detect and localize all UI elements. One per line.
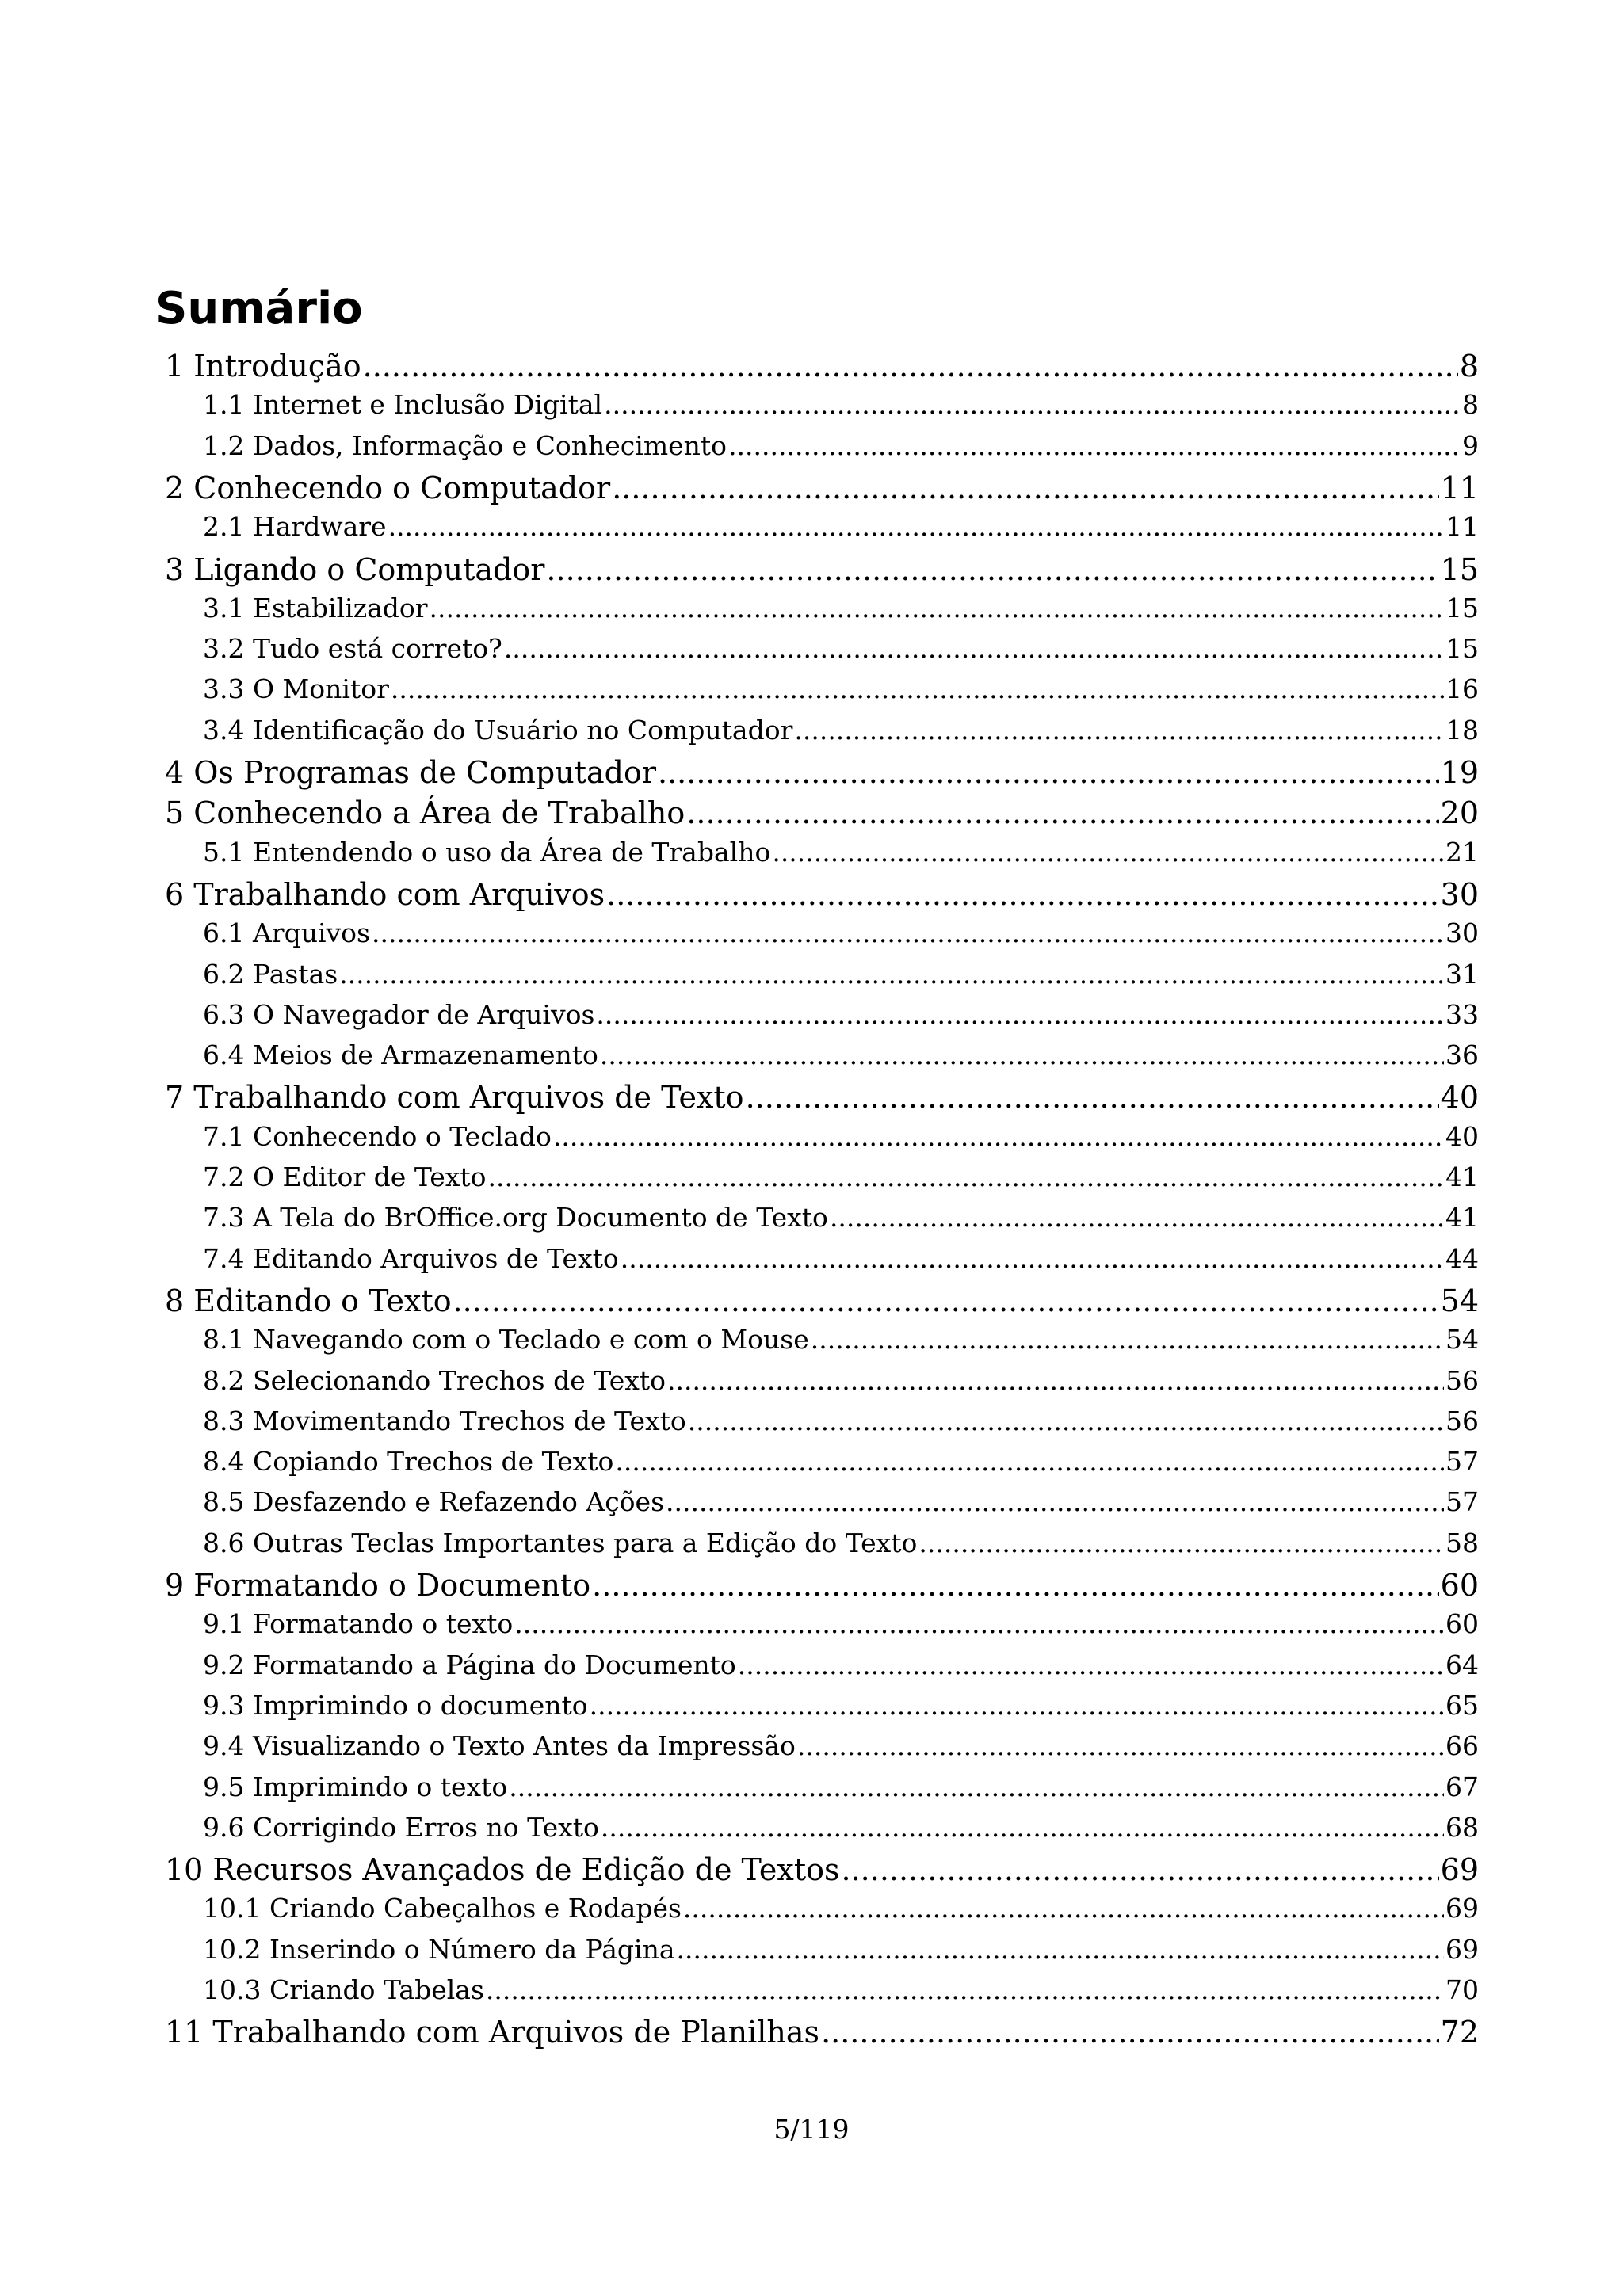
toc-entry[interactable] <box>165 877 1479 912</box>
toc-entry[interactable] <box>203 1650 1479 1680</box>
toc-entry-page: 56 <box>1445 1405 1479 1436</box>
toc-entry-label: 5 Conhecendo a Área de Trabalho <box>165 795 685 831</box>
toc-entry[interactable] <box>165 552 1479 587</box>
toc-entry[interactable] <box>203 999 1479 1030</box>
toc-entry-label: 8 Editando o Texto <box>165 1283 452 1318</box>
toc-entry-label: 2.1 Hardware <box>203 511 387 543</box>
toc-entry-page: 11 <box>1440 470 1479 505</box>
toc-entry-label: 4 Os Programas de Computador <box>165 755 656 790</box>
toc-entry-label: 9.3 Imprimindo o documento <box>203 1689 588 1721</box>
toc-entry-page: 69 <box>1445 1893 1479 1924</box>
toc-entry-page: 58 <box>1445 1527 1479 1558</box>
toc-dot-leader <box>615 1446 1444 1477</box>
toc-entry-page: 15 <box>1445 592 1479 624</box>
toc-entry[interactable] <box>165 1080 1479 1115</box>
toc-entry[interactable] <box>203 1690 1479 1721</box>
toc-entry-page: 36 <box>1445 1039 1479 1071</box>
toc-entry[interactable] <box>203 593 1479 624</box>
toc-dot-leader <box>658 755 1439 790</box>
toc-entry-label: 10.2 Inserindo o Número da Página <box>203 1933 675 1965</box>
toc-entry[interactable] <box>165 755 1479 790</box>
toc-entry-label: 8.5 Desfazendo e Refazendo Ações <box>203 1486 665 1518</box>
toc-entry-label: 6.1 Arquivos <box>203 917 370 949</box>
toc-dot-leader <box>590 1690 1444 1721</box>
toc-dot-leader <box>728 430 1461 461</box>
toc-entry-label: 8.3 Movimentando Trechos de Texto <box>203 1405 686 1436</box>
toc-dot-leader <box>546 552 1438 587</box>
toc-entry-page: 8 <box>1459 349 1479 383</box>
toc-entry-label: 7.2 O Editor de Texto <box>203 1161 487 1192</box>
toc-entry[interactable] <box>203 1324 1479 1355</box>
toc-entry-page: 16 <box>1445 673 1479 705</box>
toc-entry[interactable] <box>203 1365 1479 1396</box>
toc-dot-leader <box>830 1202 1444 1233</box>
toc-dot-leader <box>612 471 1438 505</box>
toc-entry-label: 5.1 Entendendo o uso da Área de Trabalho <box>203 836 771 868</box>
toc-entry[interactable] <box>203 389 1479 420</box>
toc-entry-label: 3.2 Tudo está correto? <box>203 633 502 665</box>
toc-entry-label: 3.3 O Monitor <box>203 673 389 705</box>
toc-entry-label: 9.1 Formatando o texto <box>203 1608 514 1640</box>
toc-entry[interactable] <box>203 1486 1479 1517</box>
toc-entry-page: 15 <box>1440 551 1479 587</box>
toc-entry-page: 30 <box>1445 917 1479 949</box>
toc-dot-leader <box>388 511 1444 542</box>
toc-entry[interactable] <box>203 1934 1479 1965</box>
toc-dot-leader <box>738 1650 1444 1680</box>
toc-entry-label: 6 Trabalhando com Arquivos <box>165 876 605 912</box>
toc-dot-leader <box>688 1405 1444 1436</box>
toc-entry[interactable] <box>203 917 1479 948</box>
toc-entry-label: 1 Introdução <box>165 349 361 383</box>
toc-entry-label: 8.1 Navegando com o Teclado e com o Mouse <box>203 1324 809 1356</box>
toc-entry-label: 10 Recursos Avançados de Edição de Textos <box>165 1852 840 1888</box>
toc-entry-label: 3 Ligando o Computador <box>165 551 545 587</box>
toc-entry-page: 65 <box>1445 1689 1479 1721</box>
toc-dot-leader <box>683 1893 1444 1924</box>
page-number: 5/119 <box>773 2114 850 2145</box>
toc-entry-label: 8.2 Selecionando Trechos de Texto <box>203 1364 666 1396</box>
toc-entry-label: 9.2 Formatando a Página do Documento <box>203 1649 736 1680</box>
toc-entry-page: 69 <box>1440 1852 1479 1888</box>
toc-entry-label: 9.5 Imprimindo o texto <box>203 1771 508 1802</box>
toc-entry-page: 41 <box>1445 1161 1479 1192</box>
toc-entry-label: 1.1 Internet e Inclusão Digital <box>203 389 603 421</box>
toc-entry[interactable] <box>203 1161 1479 1192</box>
toc-dot-leader <box>553 1121 1444 1152</box>
toc-dot-leader <box>453 1283 1439 1318</box>
toc-entry-label: 7 Trabalhando com Arquivos de Texto <box>165 1080 744 1116</box>
toc-entry-label: 7.1 Conhecendo o Teclado <box>203 1120 552 1152</box>
toc-entry[interactable] <box>203 1730 1479 1761</box>
toc-entry[interactable] <box>203 1812 1479 1843</box>
toc-entry-page: 54 <box>1440 1283 1479 1318</box>
toc-entry-label: 6.2 Pastas <box>203 958 338 990</box>
toc-entry-label: 2 Conhecendo o Computador <box>165 470 611 505</box>
toc-dot-leader <box>677 1934 1444 1965</box>
toc-entry[interactable] <box>203 1202 1479 1233</box>
toc-entry-page: 68 <box>1445 1811 1479 1843</box>
toc-entry[interactable] <box>203 1405 1479 1436</box>
toc-entry-label: 7.4 Editando Arquivos de Texto <box>203 1242 619 1274</box>
toc-entry-page: 30 <box>1440 876 1479 912</box>
toc-entry[interactable] <box>165 1283 1479 1318</box>
toc-dot-leader <box>621 1243 1444 1274</box>
toc-dot-leader <box>686 795 1438 830</box>
toc-entry-label: 9.6 Corrigindo Erros no Texto <box>203 1811 599 1843</box>
toc-entry-page: 70 <box>1445 1974 1479 2005</box>
toc-dot-leader <box>363 349 1458 383</box>
toc-dot-leader <box>606 877 1439 912</box>
toc-entry-label: 8.4 Copiando Trechos de Texto <box>203 1446 614 1478</box>
toc-entry[interactable] <box>165 1852 1479 1887</box>
toc-dot-leader <box>592 1568 1438 1603</box>
toc-entry-label: 8.6 Outras Teclas Importantes para a Edição do Texto <box>203 1527 918 1558</box>
toc-entry-label: 10.1 Criando Cabeçalhos e Rodapés <box>203 1893 682 1924</box>
toc-entry[interactable] <box>203 1527 1479 1558</box>
toc-entry-label: 9 Formatando o Documento <box>165 1568 591 1603</box>
toc-entry-label: 10.3 Criando Tabelas <box>203 1974 484 2005</box>
toc-entry[interactable] <box>203 837 1479 868</box>
toc-entry-page: 66 <box>1445 1730 1479 1762</box>
toc-entry[interactable] <box>203 1772 1479 1802</box>
toc-entry-page: 57 <box>1445 1446 1479 1478</box>
toc-dot-leader <box>746 1080 1439 1115</box>
toc-dot-leader <box>811 1324 1444 1355</box>
toc-dot-leader <box>794 715 1444 746</box>
toc-entry-page: 57 <box>1445 1486 1479 1518</box>
toc-dot-leader <box>509 1772 1444 1802</box>
toc-entry[interactable] <box>203 1446 1479 1477</box>
toc-entry[interactable] <box>165 795 1479 830</box>
toc-entry-label: 1.2 Dados, Informação e Conhecimento <box>203 429 727 461</box>
toc-entry-page: 40 <box>1445 1120 1479 1152</box>
toc-entry[interactable] <box>203 1974 1479 2005</box>
toc-entry[interactable] <box>203 430 1479 461</box>
toc-entry[interactable] <box>203 633 1479 664</box>
toc-entry-page: 41 <box>1445 1202 1479 1234</box>
toc-entry[interactable] <box>203 715 1479 746</box>
toc-dot-leader <box>339 959 1444 990</box>
toc-entry-label: 7.3 A Tela do BrOffice.org Documento de Texto <box>203 1202 828 1234</box>
page-title: Sumário <box>155 283 363 334</box>
toc-entry-page: 56 <box>1445 1364 1479 1396</box>
toc-dot-leader <box>514 1608 1444 1639</box>
toc-entry-page: 8 <box>1462 389 1479 421</box>
toc-entry-page: 44 <box>1445 1242 1479 1274</box>
toc-dot-leader <box>821 2015 1439 2050</box>
toc-entry-page: 40 <box>1440 1080 1479 1116</box>
toc-entry[interactable] <box>203 1243 1479 1274</box>
toc-dot-leader <box>488 1161 1444 1192</box>
toc-entry[interactable] <box>165 2015 1479 2050</box>
toc-entry-page: 60 <box>1440 1568 1479 1603</box>
toc-entry-page: 21 <box>1445 836 1479 868</box>
toc-entry-page: 72 <box>1440 2015 1479 2050</box>
toc-entry-label: 11 Trabalhando com Arquivos de Planilhas <box>165 2015 820 2050</box>
toc-entry-page: 64 <box>1445 1649 1479 1680</box>
toc-entry[interactable] <box>165 1568 1479 1603</box>
toc-dot-leader <box>918 1527 1444 1558</box>
toc-entry[interactable] <box>203 1608 1479 1639</box>
toc-dot-leader <box>797 1730 1444 1761</box>
toc-dot-leader <box>600 1039 1444 1070</box>
toc-entry[interactable] <box>165 471 1479 505</box>
toc-entry-page: 60 <box>1445 1608 1479 1640</box>
toc-dot-leader <box>666 1486 1444 1517</box>
toc-dot-leader <box>486 1974 1444 2005</box>
toc-dot-leader <box>391 673 1444 704</box>
toc-entry-label: 9.4 Visualizando o Texto Antes da Impressão <box>203 1730 796 1762</box>
toc-dot-leader <box>772 837 1444 868</box>
toc-dot-leader <box>842 1852 1439 1887</box>
toc-entry[interactable] <box>203 1893 1479 1924</box>
toc-entry-label: 3.1 Estabilizador <box>203 592 428 624</box>
toc-entry[interactable] <box>203 511 1479 542</box>
toc-entry-page: 19 <box>1440 755 1479 790</box>
toc-entry[interactable] <box>203 1039 1479 1070</box>
toc-entry[interactable] <box>203 959 1479 990</box>
toc-entry[interactable] <box>165 349 1479 383</box>
toc-entry-page: 67 <box>1445 1771 1479 1802</box>
toc-entry-page: 11 <box>1445 511 1479 543</box>
toc-dot-leader <box>667 1365 1444 1396</box>
toc-entry-page: 69 <box>1445 1933 1479 1965</box>
toc-entry-page: 54 <box>1445 1324 1479 1356</box>
toc-dot-leader <box>372 917 1444 948</box>
toc-entry[interactable] <box>203 673 1479 704</box>
toc-entry-label: 6.4 Meios de Armazenamento <box>203 1039 598 1071</box>
toc-entry-page: 9 <box>1462 429 1479 461</box>
toc-entry-page: 20 <box>1440 795 1479 831</box>
toc-entry-page: 31 <box>1445 958 1479 990</box>
toc-entry-page: 18 <box>1445 714 1479 746</box>
toc-entry-page: 33 <box>1445 998 1479 1030</box>
toc-entry-label: 3.4 Identificação do Usuário no Computador <box>203 714 793 746</box>
toc-dot-leader <box>604 389 1461 420</box>
toc-entry-label: 6.3 O Navegador de Arquivos <box>203 998 595 1030</box>
toc-dot-leader <box>504 633 1444 664</box>
toc-entry-page: 15 <box>1445 633 1479 665</box>
toc-dot-leader <box>601 1812 1444 1843</box>
toc-dot-leader <box>596 999 1444 1030</box>
toc-dot-leader <box>430 593 1444 624</box>
toc-entry[interactable] <box>203 1121 1479 1152</box>
